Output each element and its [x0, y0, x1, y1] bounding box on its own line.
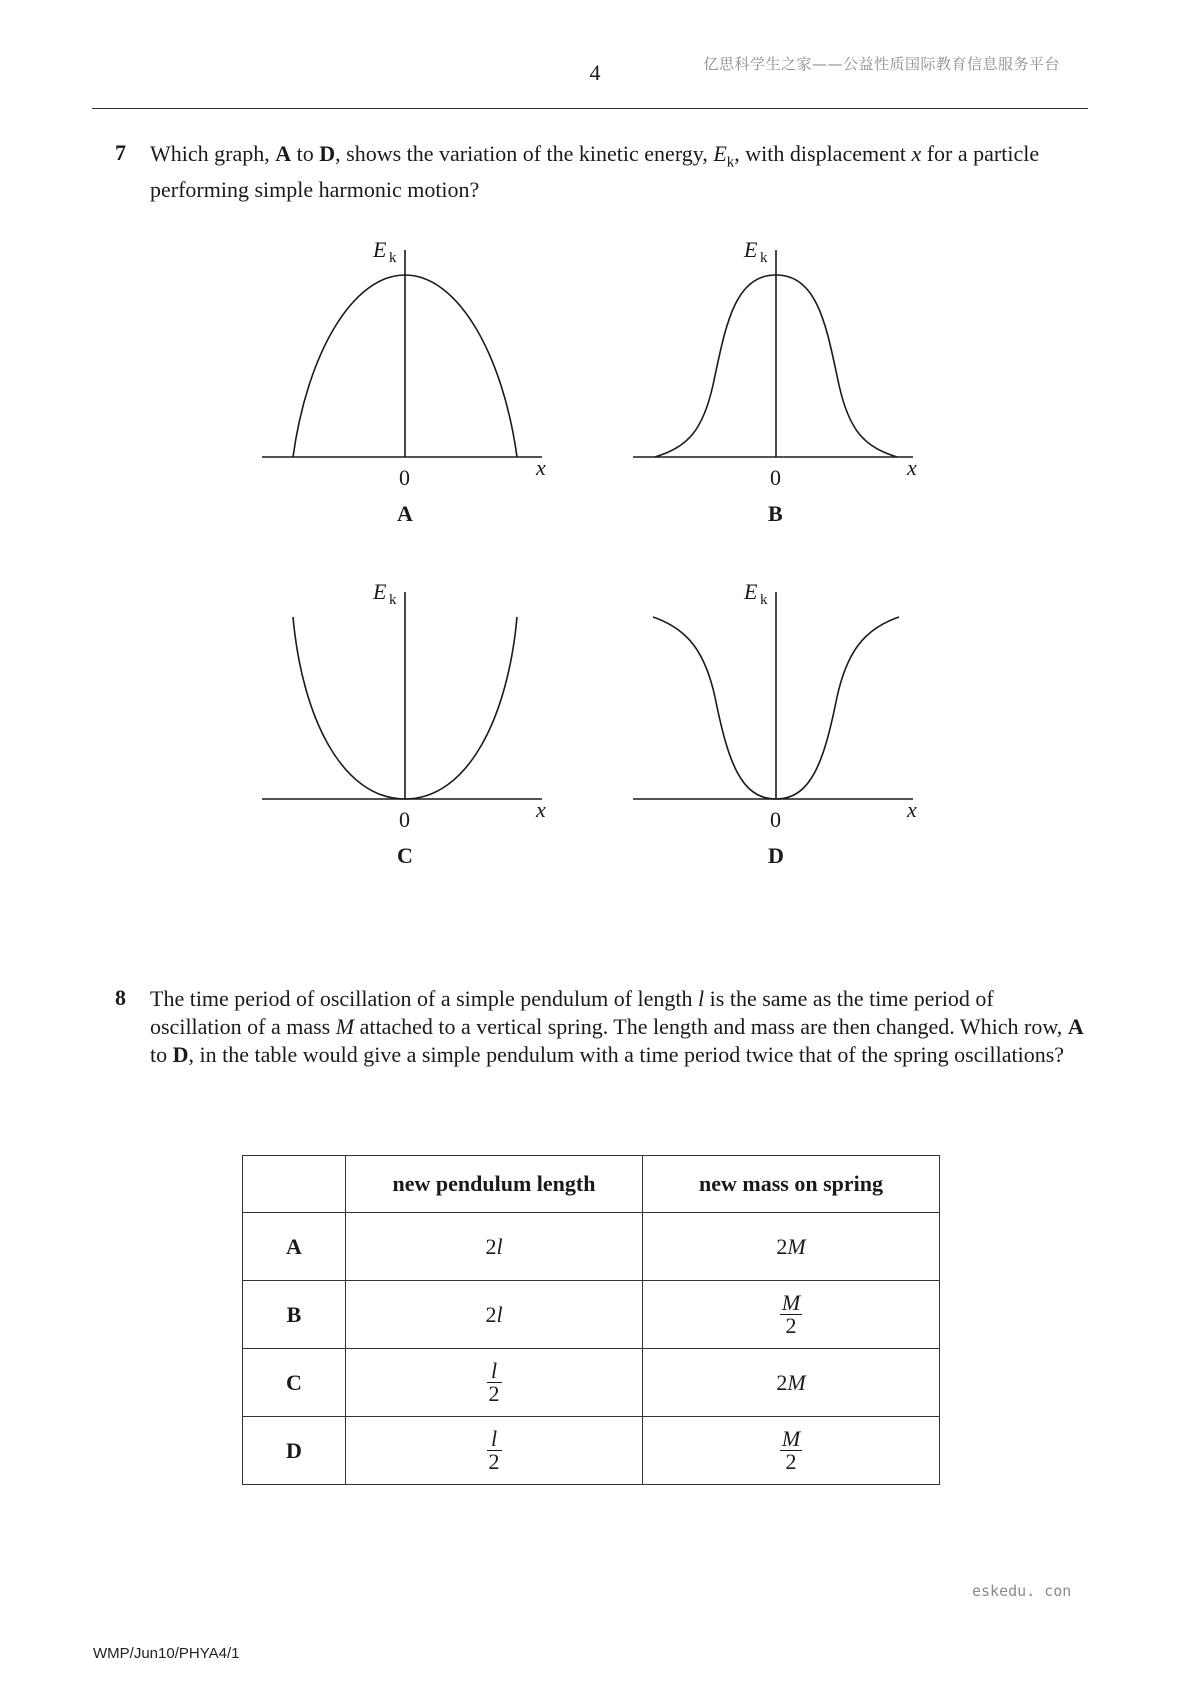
- length-cell: 2l: [346, 1281, 643, 1349]
- x-axis-label: x: [536, 797, 546, 822]
- origin-label: 0: [770, 465, 781, 490]
- question-8-text: The time period of oscillation of a simple pendulum of length l is the same as the time period of oscillation of a mass M attached to a vertical spring. The length and mass are then changed. Which row, A to D, in the table would give a simple pendulum with a time period twice that of the spring oscillations?: [150, 986, 1084, 1067]
- y-axis-label: E: [744, 237, 758, 262]
- table-header-row: [243, 1156, 940, 1213]
- question-7-number: 7: [115, 140, 126, 165]
- row-label: B: [243, 1281, 346, 1349]
- mass-cell: 2M: [643, 1349, 940, 1417]
- length-cell: [346, 1349, 643, 1417]
- row-label: C: [243, 1349, 346, 1417]
- y-axis-label: E: [373, 237, 387, 262]
- footer-paper-code: WMP/Jun10/PHYA4/1: [93, 1645, 240, 1662]
- row-label: A: [243, 1213, 346, 1281]
- table-header-empty: [243, 1156, 346, 1213]
- origin-label: 0: [770, 807, 781, 832]
- page-number: 4: [589, 60, 601, 85]
- y-axis-subscript: k: [389, 592, 397, 608]
- y-axis-subscript: k: [760, 250, 768, 266]
- table-row: [243, 1417, 940, 1485]
- graph-label: A: [397, 501, 413, 526]
- x-axis-label: x: [536, 455, 546, 480]
- y-axis-subscript: k: [389, 250, 397, 266]
- table-header-length: new pendulum length: [346, 1156, 643, 1213]
- length-cell: [346, 1417, 643, 1485]
- question-7-text: Which graph, A to D, shows the variation of the kinetic energy, $E_k$, with displacement x for a particle performing simple harmonic motion?: [150, 141, 1040, 203]
- x-axis-label: x: [907, 797, 917, 822]
- table-row: [243, 1349, 940, 1417]
- mass-cell: 2M: [643, 1213, 940, 1281]
- graph-a: [262, 235, 552, 530]
- mass-cell: [643, 1281, 940, 1349]
- table-row: [243, 1281, 940, 1349]
- fraction: $\frac{l}{2}$: [488, 1358, 500, 1406]
- mass-cell: [643, 1417, 940, 1485]
- table-header-mass: new mass on spring: [643, 1156, 940, 1213]
- graph-d: [633, 577, 923, 872]
- table-row: [243, 1213, 940, 1281]
- footer-site-watermark: eskedu. con: [972, 1582, 1072, 1600]
- answer-table: [242, 1155, 940, 1485]
- fraction: $\frac{M}{2}$: [781, 1290, 801, 1338]
- origin-label: 0: [399, 465, 410, 490]
- fraction: $\frac{l}{2}$: [488, 1426, 500, 1474]
- y-axis-subscript: k: [760, 592, 768, 608]
- graph-label: D: [768, 843, 784, 868]
- row-label: D: [243, 1417, 346, 1485]
- graph-c: [262, 577, 552, 872]
- graph-label: C: [397, 843, 413, 868]
- fraction: $\frac{M}{2}$: [781, 1426, 801, 1474]
- graph-label: B: [768, 501, 783, 526]
- graph-b: [633, 235, 923, 530]
- header-rule: [92, 108, 1088, 109]
- length-cell: 2l: [346, 1213, 643, 1281]
- x-axis-label: x: [907, 455, 917, 480]
- y-axis-label: E: [373, 579, 387, 604]
- question-8-number: 8: [115, 985, 126, 1010]
- y-axis-label: E: [744, 579, 758, 604]
- header-watermark: 亿思科学生之家——公益性质国际教育信息服务平台: [703, 55, 1060, 73]
- origin-label: 0: [399, 807, 410, 832]
